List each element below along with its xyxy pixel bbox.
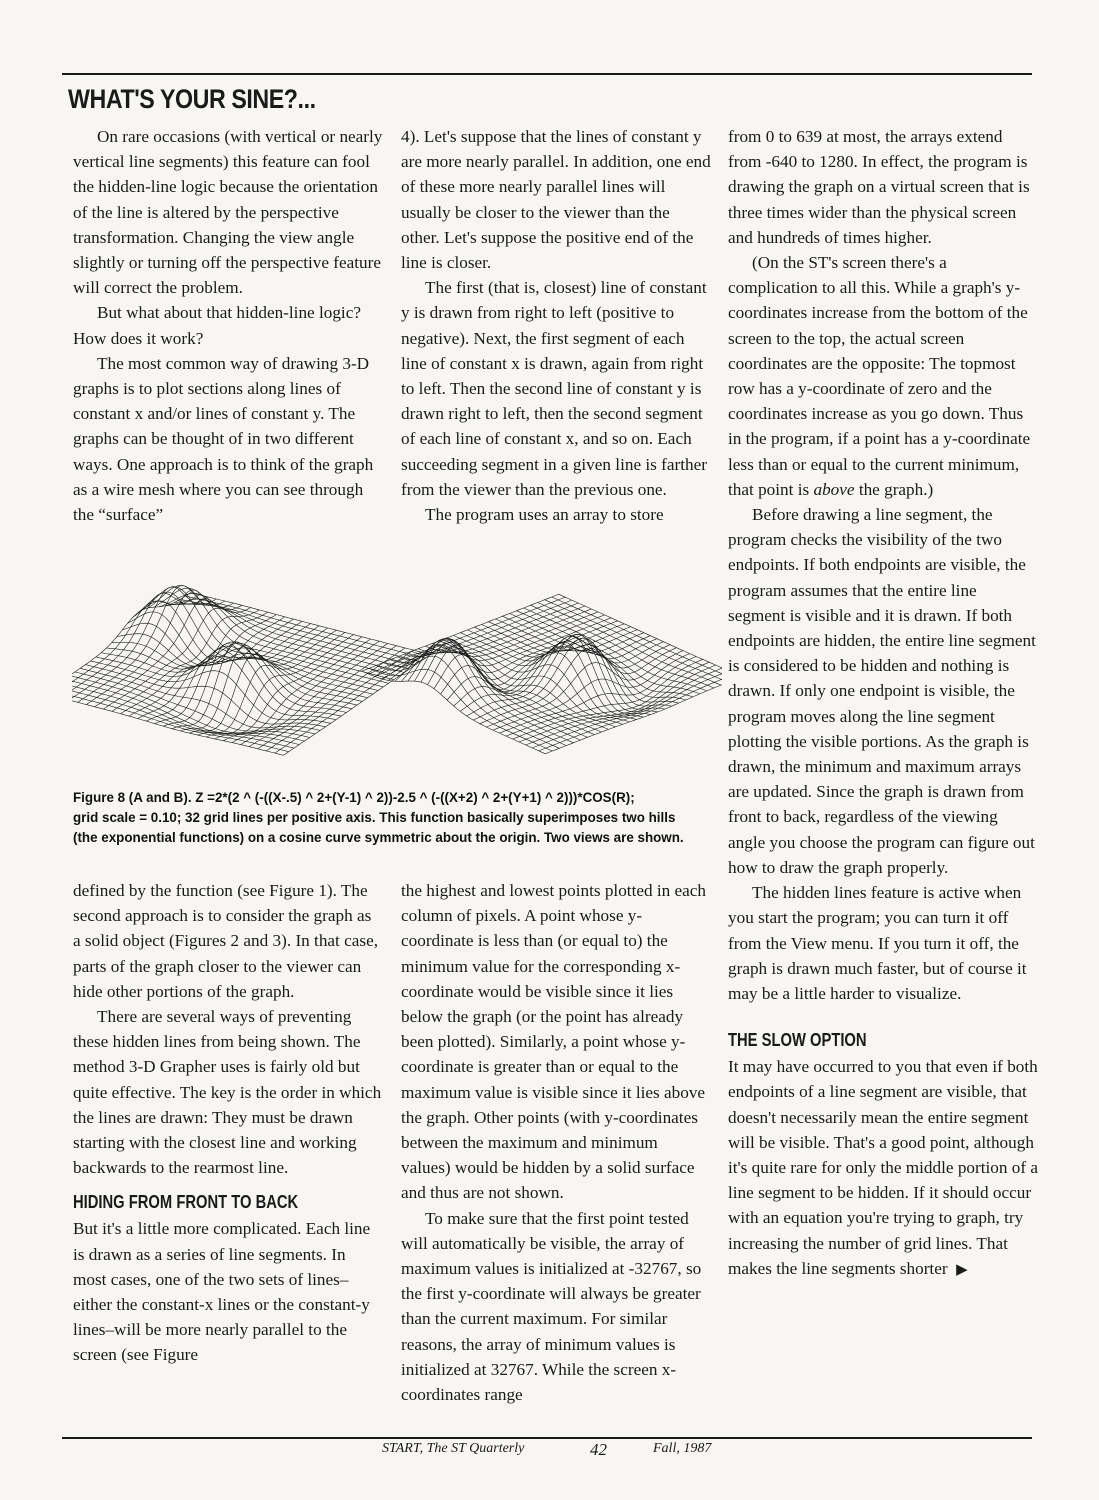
mesh-line: [72, 587, 216, 700]
paragraph: defined by the function (see Figure 1). The second approach is to consider the graph as a solid object (Figures 2 and 3). In that case, parts of the graph closer to the viewer can hide other portions of the graph.: [73, 881, 378, 1001]
footer-page-number: 42: [590, 1440, 607, 1459]
emphasis: above: [813, 479, 855, 499]
paragraph: But it's a little more complicated. Each line is drawn as a series of line segments. In most cases, one of the two sets of lines–either the constant-x lines or the constant-y lines–will be more nearly parallel to the screen (see Figure: [73, 1219, 371, 1365]
mesh-line: [474, 627, 657, 712]
bottom-rule: [62, 1437, 1032, 1439]
mesh-line: [545, 600, 722, 683]
mesh-line: [275, 652, 422, 753]
column-2-top: [401, 124, 711, 527]
mesh-line: [369, 668, 552, 751]
paragraph: [728, 1054, 1038, 1283]
section-heading: THE SLOW OPTION: [728, 1030, 867, 1051]
paragraph: The most common way of drawing 3-D graphs is to plot sections along lines of constant x and/or lines of constant y. The graphs can be thought of in two different ways. One approach is to think of the graph as a wire mesh where you can see through the “surface”: [73, 353, 374, 525]
paragraph: 4). Let's suppose that the lines of constant y are more nearly parallel. In addition, one end of these more nearly parallel lines will usually be closer to the viewer than the other. Let's suppose the positive end of the line is closer.: [401, 127, 711, 273]
mesh-line: [513, 662, 710, 739]
footer-publication: START, The ST Quarterly: [382, 1441, 525, 1456]
paragraph-text: It may have occurred to you that even if both endpoints of a line segment are visible, that doesn't necessarily mean the entire segment will be visible. That's a good point, although it's quite rare for only the middle portion of a line segment to be hidden. If it should occur with an equation you're trying to graph, try increasing the number of grid lines. That makes the line segments shorter: [728, 1057, 1039, 1278]
mesh-line: [78, 586, 225, 703]
figure-8-wireframe-graphs: [72, 556, 722, 788]
paragraph: On rare occasions (with vertical or nearly vertical line segments) this feature can fool the hidden-line logic because the orientation of the line is altered by the perspective transformation. Changing the view angle slightly or turning off the perspective feature will correct the problem.: [73, 127, 383, 298]
paragraph: from 0 to 639 at most, the arrays extend from -640 to 1280. In effect, the program is drawing the graph on a virtual screen that is three times wider than the physical screen and hundreds of times higher.: [728, 127, 1030, 247]
footer-issue: Fall, 1987: [653, 1441, 712, 1456]
mesh-line: [72, 593, 208, 698]
mesh-line: [531, 605, 714, 688]
paragraph: the highest and lowest points plotted in each column of pixels. A point whose y-coordinate is less than (or equal to) the minimum value for the corresponding x-coordinate would be visible since it lies below the graph (or the point has already been plotted). Similarly, a point whose y-coordinate is greater than or equal to the maximum value is visible since it lies above the graph. Other points (with y-coordinates between the maximum and minimum values) would be hidden by a solid surface and thus are not shown.: [401, 881, 707, 1203]
paragraph: But what about that hidden-line logic? How does it work?: [73, 303, 361, 348]
caption-line: (the exponential functions) on a cosine curve symmetric about the origin. Two views are shown.: [73, 830, 684, 845]
column-1-top: [73, 124, 383, 527]
mesh-line: [532, 671, 722, 748]
column-3: [728, 124, 1038, 1283]
mesh-line: [128, 612, 368, 698]
caption-line: Figure 8 (A and B). Z =2*(2 ^ (-((X-.5) ^ 2+(Y-1) ^ 2))-2.5 ^ (-((X+2) ^ 2+(Y+1) ^ 2)))*COS(R);: [73, 790, 635, 805]
mesh-line: [414, 618, 611, 681]
section-heading: HIDING FROM FRONT TO BACK: [73, 1192, 299, 1213]
paragraph: There are several ways of preventing these hidden lines from being shown. The method 3-D Grapher uses is fairly old but quite effective. The key is the order in which the lines are drawn: They must be drawn starting with the closest line and working backwards to the rearmost line.: [73, 1007, 382, 1178]
mesh-line: [72, 593, 191, 694]
mesh-line: [503, 616, 686, 700]
paragraph: The hidden lines feature is active when you start the program; you can turn it off from the View menu. If you turn it off, the graph is drawn much faster, but of course it may be a little harder to visualize.: [728, 883, 1027, 1003]
top-rule: [62, 73, 1032, 75]
figure-8b-surface: [362, 594, 722, 754]
paragraph: The program uses an array to store: [425, 505, 664, 525]
paragraph: The first (that is, closest) line of constant y is drawn from right to left (positive to negative). Next, the first segment of each line of constant x is drawn, again from right to left. Then the second line of constant y is drawn right to left, then the second segment of each line of constant x, and so on. Each succeeding segment in a given line is farther from the viewer than the previous one.: [401, 278, 707, 499]
caption-line: grid scale = 0.10; 32 grid lines per positive axis. This function basically superimposes two hills: [73, 810, 676, 825]
mesh-line: [112, 610, 259, 711]
paragraph: To make sure that the first point tested will automatically be visible, the array of maximum values is initialized at -32767, so the first y-coordinate will always be greater than the current maximum. For similar reasons, the array of minimum values is initialized at 32767. While the screen x-coordinates range: [401, 1208, 702, 1405]
article-title: WHAT'S YOUR SINE?...: [68, 84, 316, 114]
mesh-line: [191, 593, 431, 655]
paragraph-text: the graph.): [858, 479, 934, 499]
mesh-line: [138, 617, 285, 719]
mesh-line: [362, 671, 545, 754]
mesh-line: [72, 683, 299, 745]
mesh-line: [388, 606, 585, 680]
paragraph: [728, 250, 1038, 502]
figure-caption: [73, 788, 723, 848]
paragraph-text: (On the ST's screen there's a complication to all this. While a graph's y-coordinates increase from the bottom of the screen to the top, the actual screen coordinates are the opposite: The topmost row has a y-coordinate of zero and the coordinates increase as you go down. Thus in the program, if a point has a y-coordinate less than or equal to the current minimum, that point is: [728, 253, 1031, 499]
mesh-line: [500, 657, 697, 734]
mesh-line: [72, 595, 199, 696]
column-1-bottom: [73, 878, 383, 1368]
continued-arrow-icon: ▶: [956, 1261, 968, 1278]
mesh-line: [72, 686, 294, 748]
paragraph: Before drawing a line segment, the program checks the visibility of the two endpoints. If both endpoints are visible, the program assumes that the entire line segment is visible and it is drawn. If both endpoints are hidden, the entire line segment is considered to be hidden and nothing is drawn. If only one endpoint is visible, the program moves along the line segment plotting the visible portions. As the graph is drawn, the minimum and maximum arrays are updated. Since the graph is drawn from front to back, regardless of the viewing angle you choose the program can figure out how to draw the graph properly.: [728, 505, 1036, 877]
mesh-line: [164, 599, 404, 673]
column-2-bottom: [401, 878, 711, 1407]
